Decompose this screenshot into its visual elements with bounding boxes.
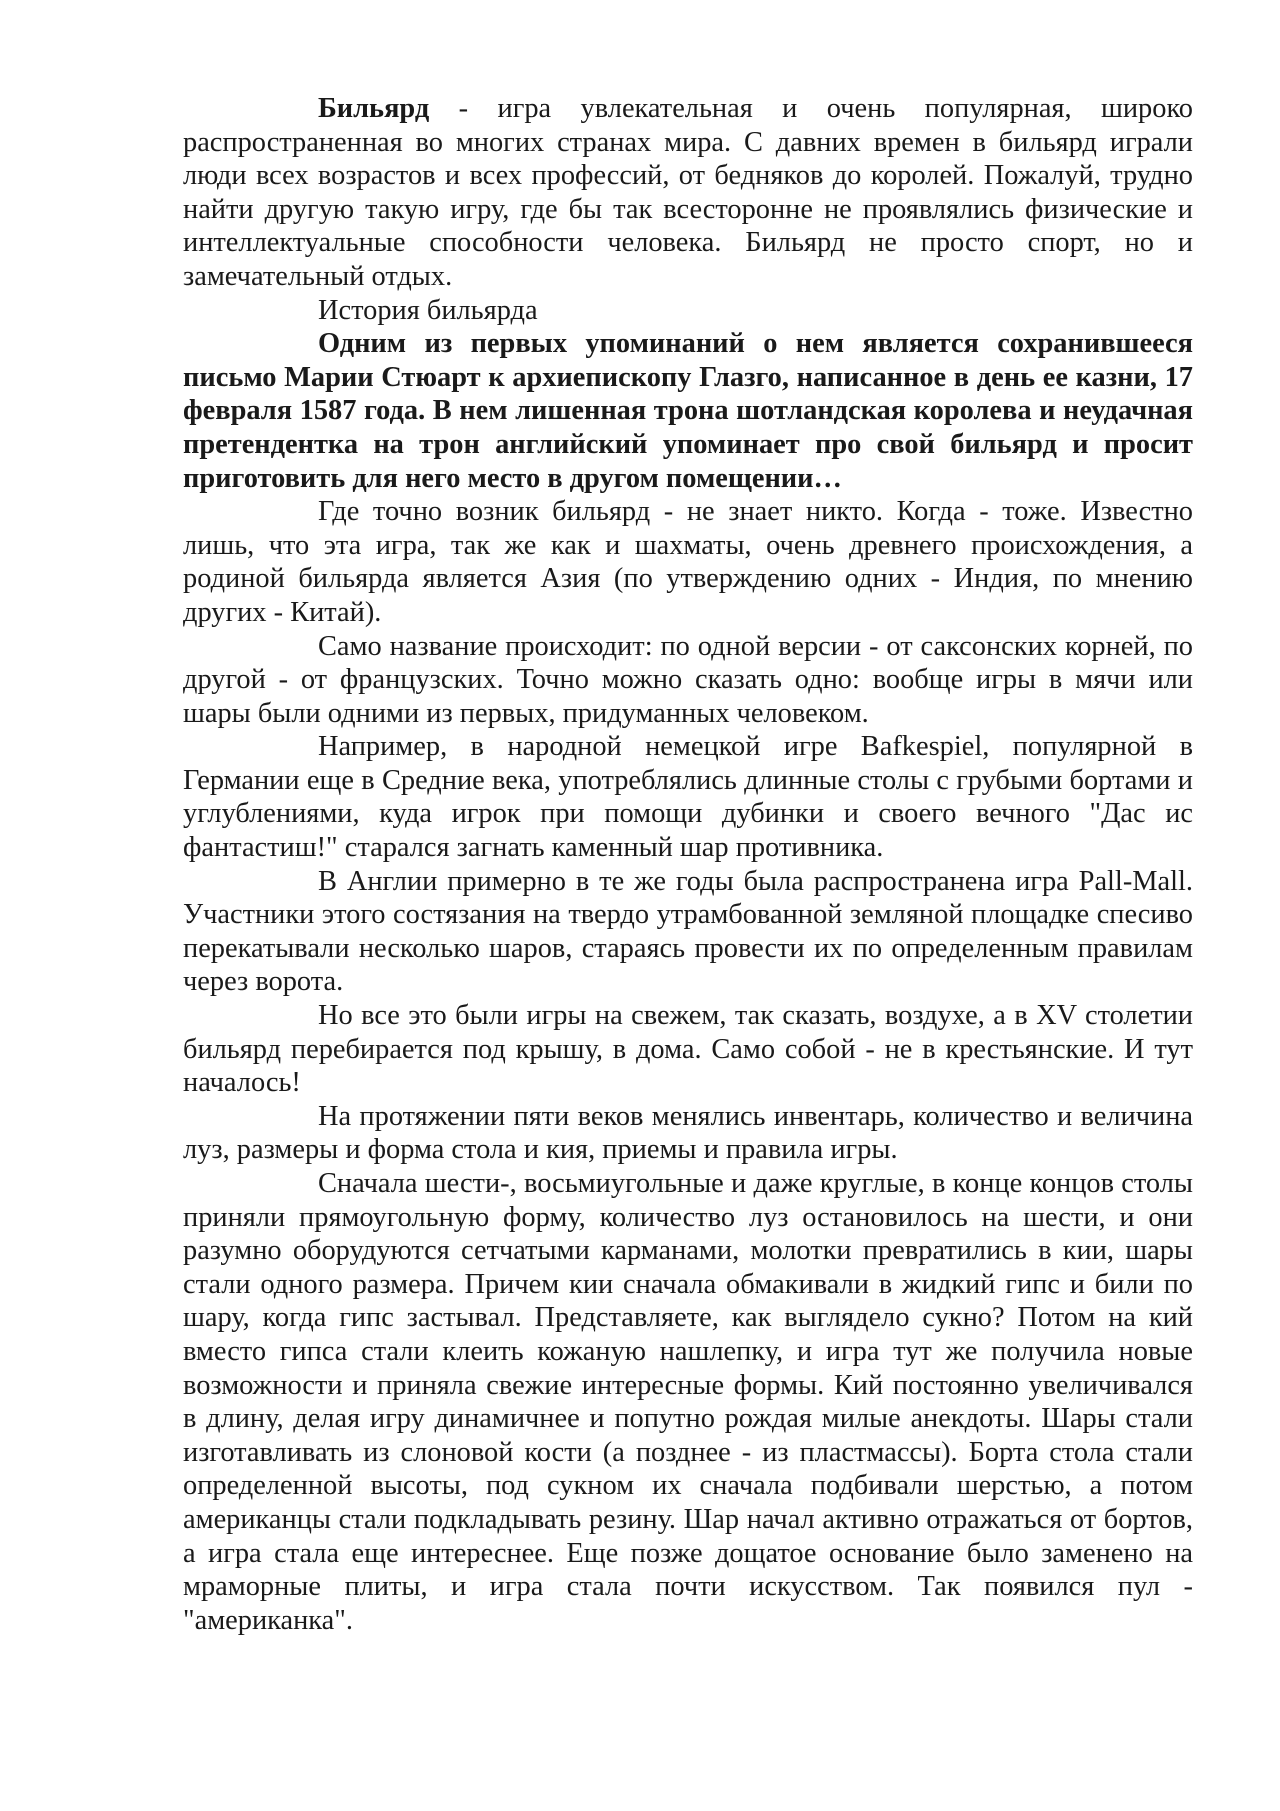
intro-text: - игра увлекательная и очень популярная, широко распространенная во многих странах мира. С давних времен в бильярд играли люди всех возрастов и всех профессий, от бедняков до королей. Пожалуй, трудно найти другую такую игру, где бы так всесторонне не проявлялись физические и интеллектуальные способности человека. Бильярд не просто спорт, но и замечательный отдых. xyxy=(183,93,1193,292)
body-paragraph-indoor: Но все это были игры на свежем, так сказать, воздухе, а в XV столетии бильярд перебирается под крышу, в дома. Само собой - не в крестьянские. И тут началось! xyxy=(183,1000,1193,1099)
quote-paragraph: Одним из первых упоминаний о нем является сохранившееся письмо Марии Стюарт к архиепископу Глазго, написанное в день ее казни, 17 февраля 1587 года. В нем лишенная трона шотландская королева и неудачная претендентка на трон английский упоминает про свой бильярд и просит приготовить для него место в другом помещении… xyxy=(183,328,1193,494)
intro-lead-term: Бильярд xyxy=(318,93,430,124)
document-page xyxy=(183,92,1193,1637)
section-heading: История бильярда xyxy=(318,294,538,326)
body-paragraph-origin: Где точно возник бильярд - не знает никто. Когда - тоже. Известно лишь, что эта игра, так же как и шахматы, очень древнего происхождения, а родиной бильярда является Азия (по утверждению одних - Индия, по мнению других - Китай). xyxy=(183,496,1193,628)
body-paragraph-evolution: Сначала шести-, восьмиугольные и даже круглые, в конце концов столы приняли прямоугольную форму, количество луз остановилось на шести, и они разумно оборудуются сетчатыми карманами, молотки превратились в кии, шары стали одного размера. Причем кии сначала обмакивали в жидкий гипс и били по шару, когда гипс застывал. Представляете, как выглядело сукно? Потом на кий вместо гипса стали клеить кожаную нашлепку, и игра тут же получила новые возможности и приняла свежие интересные формы. Кий постоянно увеличивался в длину, делая игру динамичнее и попутно рождая милые анекдоты. Шары стали изготавливать из слоновой кости (а позднее - из пластмассы). Борта стола стали определенной высоты, под сукном их сначала подбивали шерстью, а потом американцы стали подкладывать резину. Шар начал активно отражаться от бортов, а игра стала еще интереснее. Еще позже дощатое основание было заменено на мраморные плиты, и игра стала почти искусством. Так появился пул - "американка". xyxy=(183,1168,1193,1636)
body-paragraph-five-centuries: На протяжении пяти веков менялись инвентарь, количество и величина луз, размеры и форма стола и кия, приемы и правила игры. xyxy=(183,1100,1193,1166)
body-paragraph-name: Само название происходит: по одной версии - от саксонских корней, по другой - от французских. Точно можно сказать одно: вообще игры в мячи или шары были одними из первых, придуманных человеком. xyxy=(183,630,1193,729)
body-paragraph-pall-mall: В Англии примерно в те же годы была распространена игра Pall-Mall. Участники этого состязания на твердо утрамбованной земляной площадке спесиво перекатывали несколько шаров, стараясь провести их по определенным правилам через ворота. xyxy=(183,865,1193,998)
intro-paragraph xyxy=(183,92,1193,294)
body-paragraph-bafkespiel: Например, в народной немецкой игре Bafkespiel, популярной в Германии еще в Средние века, употреблялись длинные столы с грубыми бортами и углублениями, куда игрок при помощи дубинки и своего вечного "Дас ис фантастиш!" старался загнать каменный шар противника. xyxy=(183,731,1193,864)
